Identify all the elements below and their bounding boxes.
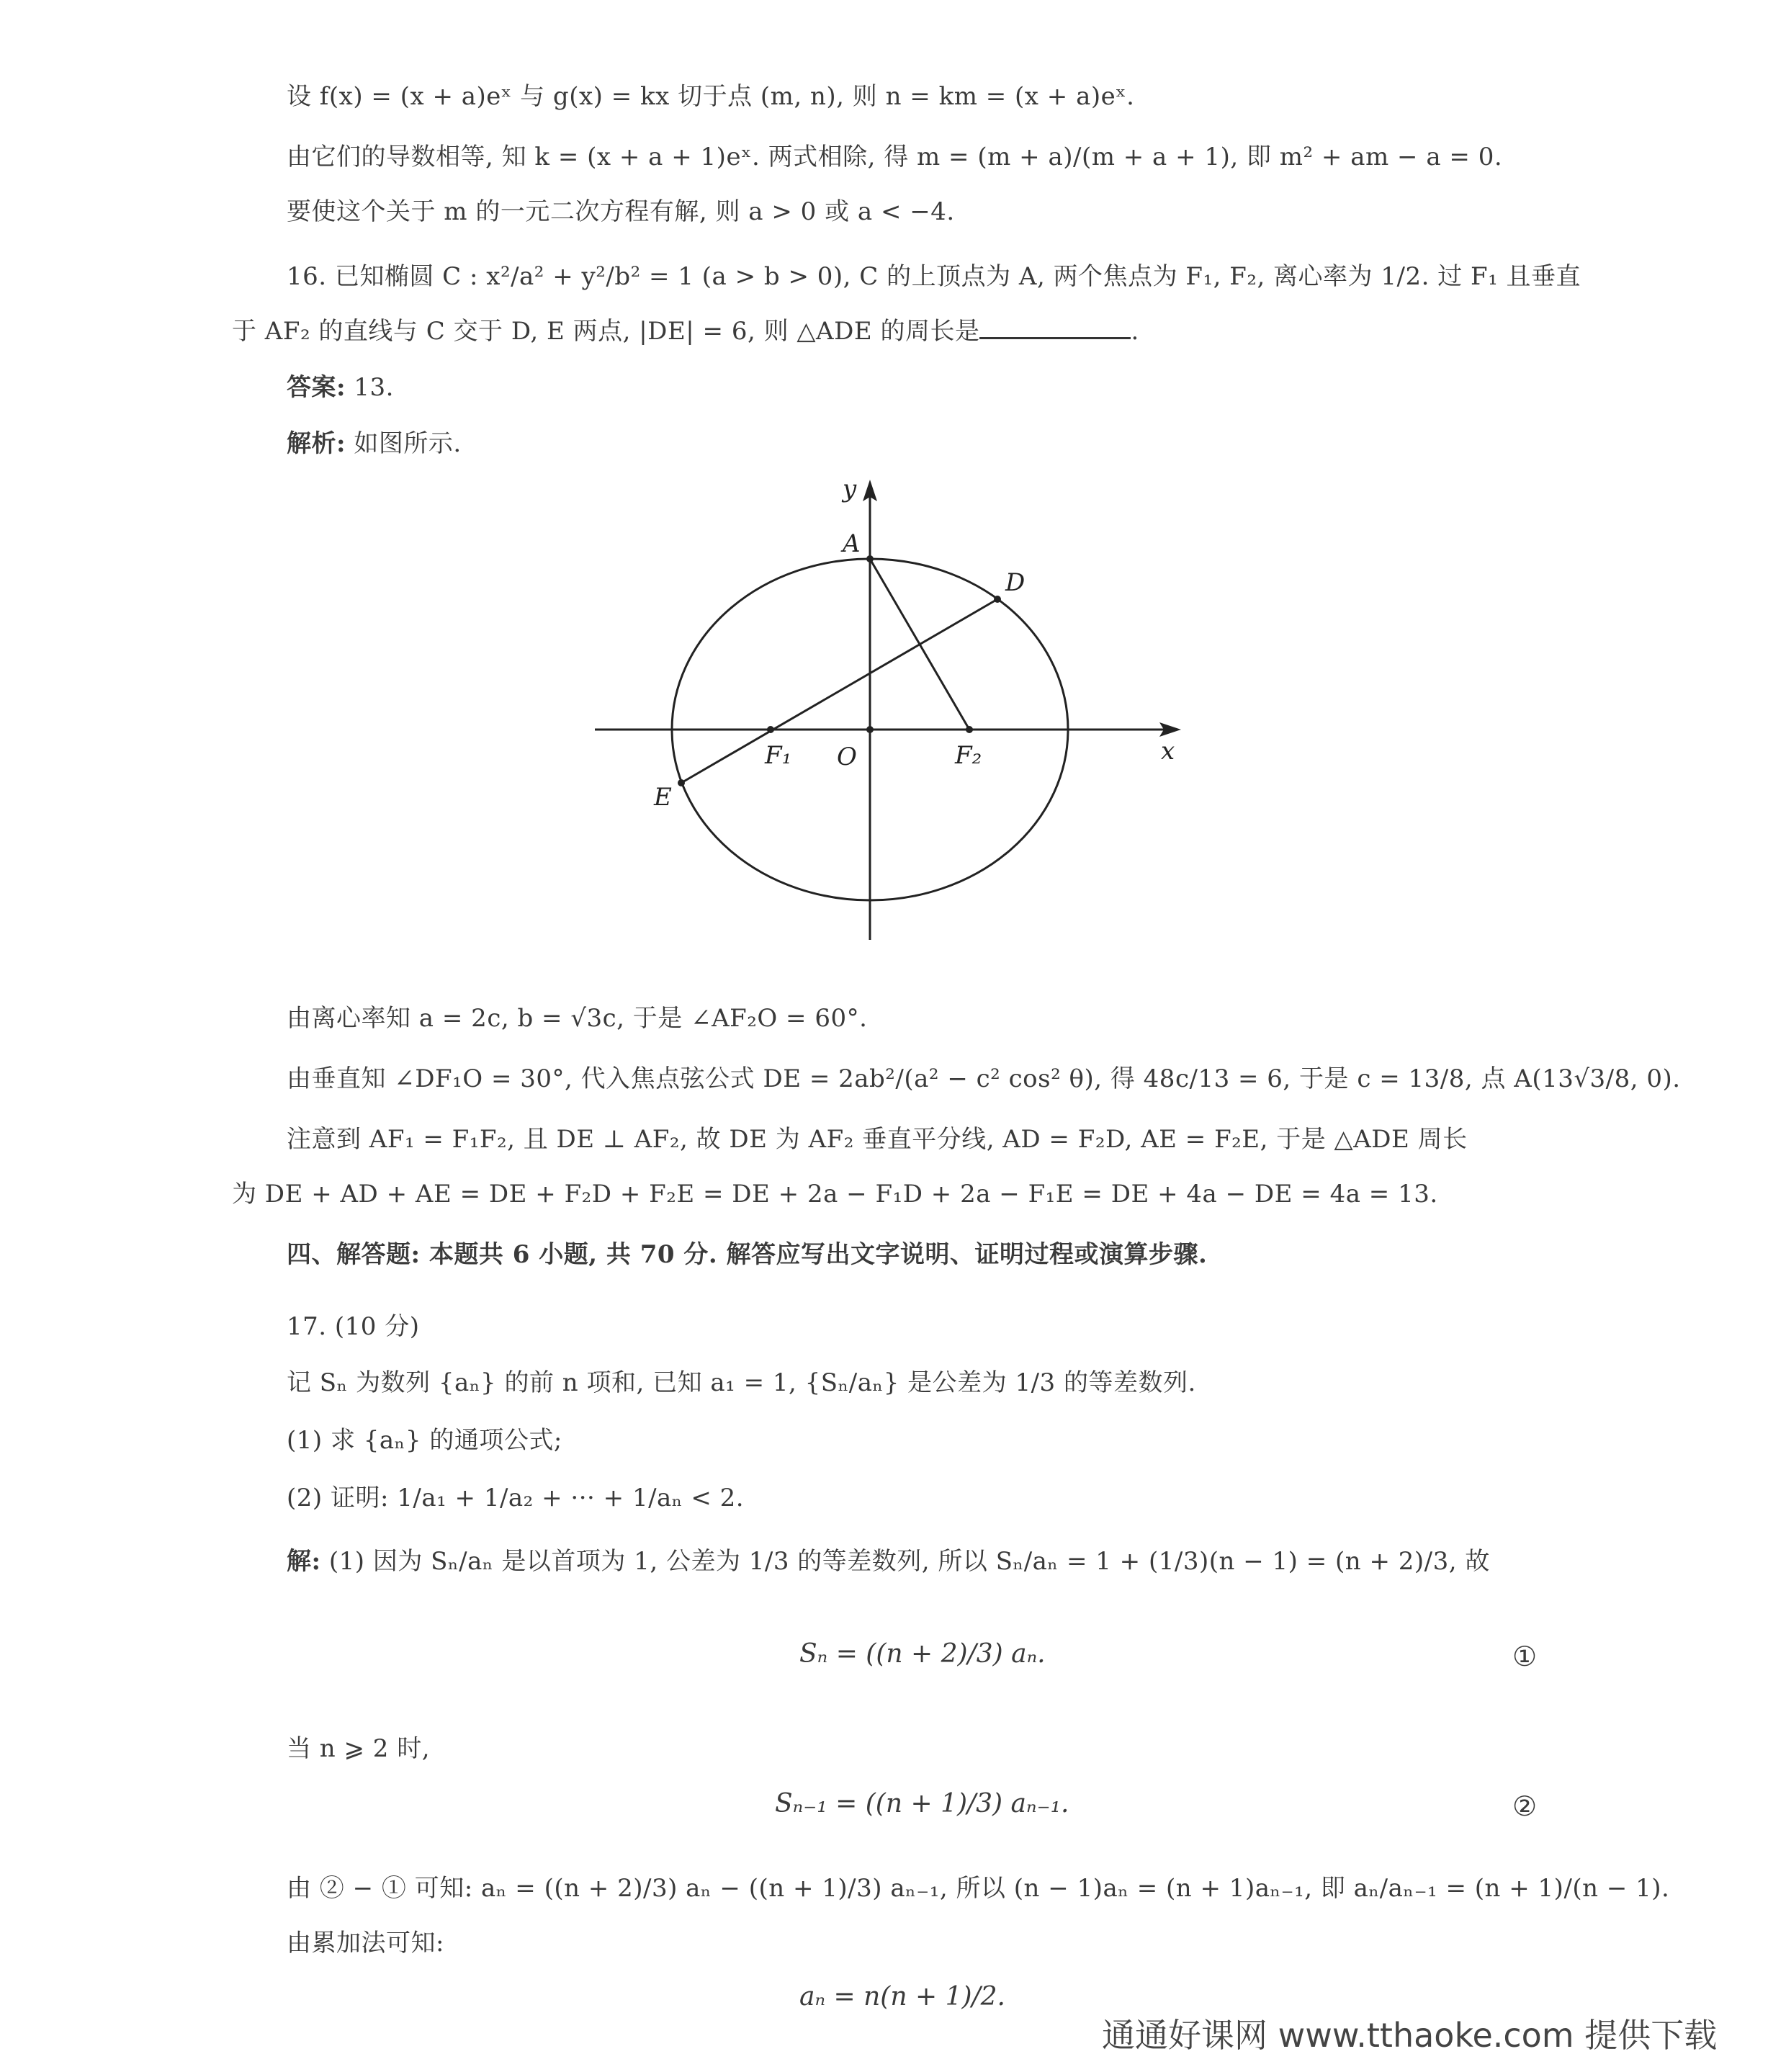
text-line-perpendicular-bisector: 注意到 AF₁ = F₁F₂, 且 DE ⊥ AF₂, 故 DE 为 AF₂ 垂直平分线, AD = F₂D, AE = F₂E, 于是 △ADE 周长	[287, 1125, 1468, 1154]
text-line-accumulation: 由累加法可知:	[287, 1929, 444, 1957]
label-a: A	[843, 529, 861, 558]
point-f1	[767, 726, 774, 733]
question-16-text: 于 AF₂ 的直线与 C 交于 D, E 两点, |DE| = 6, 则 △ADE 的周长是	[232, 317, 980, 346]
point-a	[866, 555, 874, 562]
analysis-text: 如图所示.	[354, 429, 462, 458]
label-f1: F₁	[765, 741, 792, 770]
text-line-when-n: 当 n ⩾ 2 时,	[287, 1734, 431, 1763]
text-line-focal-chord: 由垂直知 ∠DF₁O = 30°, 代入焦点弦公式 DE = 2ab²/(a² − c² cos² θ), 得 48c/13 = 6, 于是 c = 13/8, 点 A(13√3/8, 0).	[287, 1064, 1681, 1093]
equation-2-number: ②	[1512, 1790, 1538, 1822]
answer-blank	[979, 315, 1131, 339]
label-o: O	[837, 743, 857, 771]
point-d	[994, 596, 1001, 603]
text-line-eccentricity: 由离心率知 a = 2c, b = √3c, 于是 ∠AF₂O = 60°.	[287, 1004, 868, 1033]
label-x: x	[1161, 737, 1175, 766]
equation-3: aₙ = n(n + 1)/2.	[799, 1982, 1005, 2012]
answer-label: 答案:	[287, 373, 346, 402]
label-f2: F₂	[955, 741, 982, 770]
section-4-heading: 四、解答题: 本题共 6 小题, 共 70 分. 解答应写出文字说明、证明过程或演算步骤.	[287, 1240, 1208, 1269]
question-17-title: 17. (10 分)	[287, 1312, 420, 1341]
question-17-stem: 记 Sₙ 为数列 {aₙ} 的前 n 项和, 已知 a₁ = 1, {Sₙ/aₙ} 是公差为 1/3 的等差数列.	[287, 1368, 1196, 1397]
solution-label: 解:	[287, 1547, 321, 1576]
question-16-stem: 16. 已知椭圆 C : x²/a² + y²/b² = 1 (a > b > 0), C 的上顶点为 A, 两个焦点为 F₁, F₂, 离心率为 1/2. 过 F₁ 且垂直	[287, 262, 1581, 291]
text-line-tangent-setup: 设 f(x) = (x + a)eˣ 与 g(x) = kx 切于点 (m, n), 则 n = km = (x + a)eˣ.	[287, 82, 1135, 111]
ellipse-figure	[576, 475, 1210, 951]
text-line-quadratic-condition: 要使这个关于 m 的一元二次方程有解, 则 a > 0 或 a < −4.	[287, 197, 955, 226]
answer-value: 13.	[354, 373, 394, 402]
label-e: E	[654, 783, 672, 812]
question-17-part-1: (1) 求 {aₙ} 的通项公式;	[287, 1426, 562, 1455]
text-line-perimeter: 为 DE + AD + AE = DE + F₂D + F₂E = DE + 2a − F₁D + 2a − F₁E = DE + 4a − DE = 4a = 13.	[232, 1180, 1438, 1208]
question-16-end: .	[1131, 317, 1139, 346]
point-e	[678, 779, 685, 786]
analysis-line	[287, 428, 462, 459]
equation-1-number: ①	[1512, 1641, 1538, 1672]
point-o	[866, 726, 874, 733]
equation-2: Sₙ₋₁ = ((n + 1)/3) aₙ₋₁.	[775, 1789, 1069, 1818]
analysis-label: 解析:	[287, 429, 346, 458]
label-d: D	[1005, 568, 1026, 597]
watermark-text: 通通好课网 www.tthaoke.com 提供下载	[1102, 2016, 1718, 2055]
solution-text-1: (1) 因为 Sₙ/aₙ 是以首项为 1, 公差为 1/3 的等差数列, 所以 Sₙ/aₙ = 1 + (1/3)(n − 1) = (n + 2)/3, 故	[328, 1547, 1490, 1576]
question-16-stem-cont	[232, 315, 1139, 347]
text-line-recurrence: 由 ② − ① 可知: aₙ = ((n + 2)/3) aₙ − ((n + 1)/3) aₙ₋₁, 所以 (n − 1)aₙ = (n + 1)aₙ₋₁, 即 aₙ/aₙ₋₁ = (n + 1)/(n − 1).	[287, 1874, 1670, 1903]
text-line-derivative: 由它们的导数相等, 知 k = (x + a + 1)eˣ. 两式相除, 得 m = (m + a)/(m + a + 1), 即 m² + am − a = 0.	[287, 143, 1503, 171]
answer-line	[287, 372, 394, 403]
point-f2	[966, 726, 973, 733]
label-y: y	[843, 475, 857, 503]
solution-line-1	[287, 1546, 1490, 1577]
equation-1: Sₙ = ((n + 2)/3) aₙ.	[799, 1639, 1046, 1669]
question-17-part-2: (2) 证明: 1/a₁ + 1/a₂ + ··· + 1/aₙ < 2.	[287, 1484, 745, 1512]
